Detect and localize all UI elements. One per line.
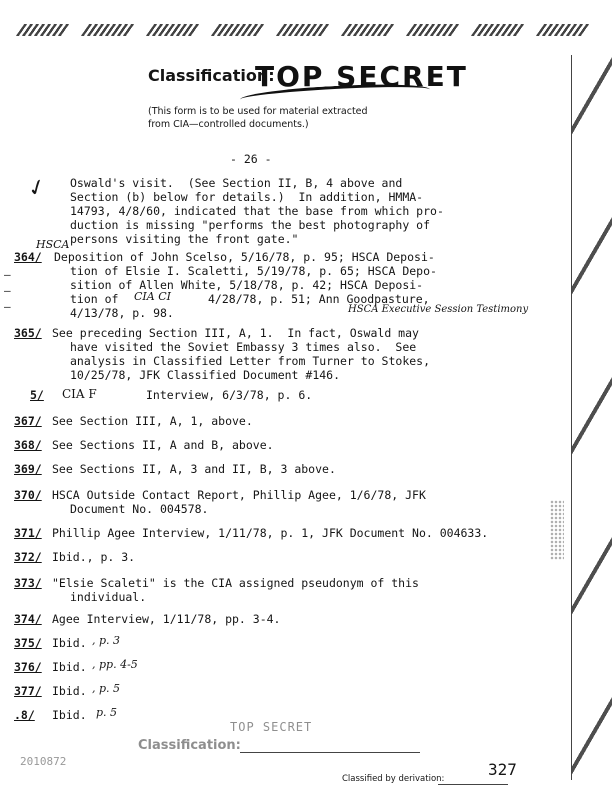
margin-tick: — — [4, 268, 11, 281]
stripe-mark — [471, 24, 525, 36]
handwritten-page: , p. 3 — [92, 634, 121, 647]
footnote-line: Agee Interview, 1/11/78, pp. 3-4. — [52, 612, 281, 626]
stripe-mark — [341, 24, 395, 36]
stripe-mark — [276, 24, 330, 36]
footnote-line: See Sections II, A and B, above. — [52, 438, 274, 452]
footnote-line: See preceding Section III, A, 1. In fact, Oswald may — [52, 326, 419, 340]
footnote-line: 4/28/78, p. 51; Ann Goodpasture, — [208, 292, 430, 306]
footnote-line: Ibid. — [52, 708, 87, 722]
footnote-line: See Sections II, A, 3 and II, B, 3 above. — [52, 462, 336, 476]
footnote-line: Ibid. — [52, 660, 87, 674]
footnote-number: 373/ — [14, 576, 42, 590]
handwritten-name: CIA CI — [134, 290, 171, 303]
footnote-line: See Section III, A, 1, above. — [52, 414, 253, 428]
footnote-line: 4/13/78, p. 98. — [70, 306, 174, 320]
intro-line: persons visiting the front gate." — [70, 232, 299, 246]
footnote-line: tion of — [70, 292, 119, 306]
footnote-number: .8/ — [14, 708, 35, 722]
footnote-line: "Elsie Scaleti" is the CIA assigned pseudonym of this — [52, 576, 419, 590]
handwritten-checkmark: ✓ — [24, 173, 51, 204]
footnote-number: 377/ — [14, 684, 42, 698]
footnote-line: 10/25/78, JFK Classified Document #146. — [70, 368, 341, 382]
stripe-mark — [16, 24, 70, 36]
handwritten-page: , pp. 4-5 — [92, 658, 138, 671]
footnote-line: Document No. 004578. — [70, 502, 209, 516]
classification-label: Classification: — [148, 66, 275, 85]
footnote-line: Deposition of John Scelso, 5/16/78, p. 95; HSCA Deposi- — [54, 250, 435, 264]
footnote-number: 371/ — [14, 526, 42, 540]
footnote-line: Ibid., p. 3. — [52, 550, 136, 564]
stripe-mark — [536, 24, 590, 36]
footnote-number: 375/ — [14, 636, 42, 650]
margin-tick: — — [4, 300, 11, 313]
handwritten-page: p. 5 — [96, 706, 118, 719]
footer-rule — [240, 752, 420, 753]
footnote-line: Ibid. — [52, 684, 87, 698]
footnote-number: 367/ — [14, 414, 42, 428]
margin-tick: — — [4, 284, 11, 297]
top-stripe-border — [0, 10, 612, 50]
footnote-line: tion of Elsie I. Scaletti, 5/19/78, p. 65; HSCA Depo- — [70, 264, 437, 278]
form-note — [148, 105, 368, 131]
footnote-line: individual. — [70, 590, 147, 604]
scan-speckle — [550, 500, 564, 560]
footer-document-code: 2010872 — [20, 755, 67, 768]
classified-by-label: Classified by derivation: — [342, 774, 445, 784]
right-stripe-border — [572, 55, 612, 785]
footer-classification-label: Classification: — [138, 738, 241, 753]
top-secret-stamp: TOP SECRET — [255, 60, 468, 93]
stripe-mark — [146, 24, 200, 36]
footnote-line: HSCA Outside Contact Report, Phillip Agee, 1/6/78, JFK — [52, 488, 426, 502]
handwritten-hsca: HSCA — [36, 238, 70, 251]
footnote-number: 369/ — [14, 462, 42, 476]
footnote-line: Ibid. — [52, 636, 87, 650]
footnote-number: 370/ — [14, 488, 42, 502]
page-number: - 26 - — [230, 152, 272, 166]
intro-line: Section (b) below for details.) In addition, HMMA- — [70, 190, 424, 204]
handwritten-redaction: CIA F — [62, 387, 97, 401]
footnote-number: 372/ — [14, 550, 42, 564]
intro-line: 14793, 4/8/60, indicated that the base from which pro- — [70, 204, 444, 218]
footnote-line: Phillip Agee Interview, 1/11/78, p. 1, JFK Document No. 004633. — [52, 526, 489, 540]
right-border-line — [571, 55, 572, 780]
footer-page-stamp: 327 — [488, 760, 517, 779]
footnote-number: 376/ — [14, 660, 42, 674]
footnote-line: sition of Allen White, 5/18/78, p. 42; HSCA Deposi- — [70, 278, 424, 292]
stripe-mark — [81, 24, 135, 36]
classified-by-line — [438, 784, 508, 785]
footnote-number: 5/ — [30, 388, 44, 402]
footnote-number: 374/ — [14, 612, 42, 626]
handwritten-annotation: HSCA Executive Session Testimony — [348, 304, 529, 315]
footnote-number: 364/ — [14, 250, 42, 264]
handwritten-page: , p. 5 — [92, 682, 121, 695]
intro-line: duction is missing "performs the best photography of — [70, 218, 431, 232]
footnote-line: Interview, 6/3/78, p. 6. — [146, 388, 313, 402]
footnote-number: 368/ — [14, 438, 42, 452]
form-note-line: (This form is to be used for material extracted — [148, 106, 368, 117]
footnote-line: have visited the Soviet Embassy 3 times also. See — [70, 340, 417, 354]
footnote-number: 365/ — [14, 326, 42, 340]
stripe-mark — [211, 24, 265, 36]
footnote-line: analysis in Classified Letter from Turner to Stokes, — [70, 354, 431, 368]
intro-line: Oswald's visit. (See Section II, B, 4 above and — [70, 176, 403, 190]
form-note-line: from CIA—controlled documents.) — [148, 119, 309, 130]
footer-stamp: TOP SECRET — [230, 720, 313, 734]
stripe-mark — [406, 24, 460, 36]
